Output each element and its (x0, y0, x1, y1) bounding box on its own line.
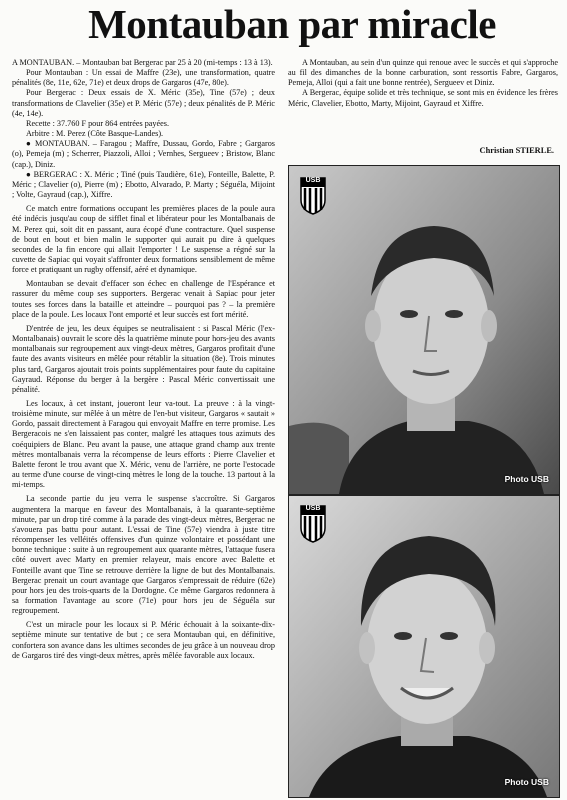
article-left-column (12, 58, 275, 661)
bergerac-lineup: ● BERGERAC : X. Méric ; Tiné (puis Taudière, 61e), Fonteille, Balette, P. Méric ; Clavelier (o), Pierre (m) ; Ebotto, Alvarado, P. Marty ; Séguéla, Mijoint ; Volte, Gayraud (cap.), Xiffre. (12, 169, 275, 200)
article-paragraph: A Bergerac, équipe solide et très technique, se sont mis en évidence les frères Méric, Clavelier, Ebotto, Marty, Mijoint, Gayraud et Xiffre. (288, 88, 558, 108)
player-photo (288, 165, 560, 495)
article-paragraph: D'entrée de jeu, les deux équipes se neutralisaient : si Pascal Méric (l'ex-Montalbanais) ouvrait le score dès la quatrième minute pour hors-jeu des avants montalbanais sur regroupement aux vingt-deux mètres, Gargaros profitait d'une faute des avants visiteurs en mêlée pour rétablir la situation (8e). Trois minutes plus tard, Gargaros ajoutait trois points supplémentaires pour faute du capitaine Gayraud. Réponse du berger à la bergère : Pascal Méric convertissait une pénalité. (12, 323, 275, 394)
article-paragraph: Montauban se devait d'effacer son échec en challenge de l'Espérance et rassurer du même coup ses supporters. Bergerac venait à Sapiac pour jeter toutes ses forces dans la bataille et atteindre – pourquoi pas ? – la première place de la poule. Les locaux l'ont emporté et leur succès est fort mérité. (12, 279, 275, 319)
crest-letters: USB (305, 177, 321, 184)
result-summary: A MONTAUBAN. – Montauban bat Bergerac par 25 à 20 (mi-temps : 13 à 13). (12, 58, 273, 67)
gate-receipts: Recette : 37.760 F pour 864 entrées payées. (26, 118, 170, 128)
article-paragraph: C'est un miracle pour les locaux si P. Méric échouait à la soixante-dix-septième minute sur tentative de but ; ce sera Montauban qui, en définitive, confortera son avance dans les ultimes secondes de jeu grâce à un nouveau drop de Gargaros tiré des vingt-deux mètres, après mêlée favorable aux locaux. (12, 620, 275, 660)
article-paragraph: Ce match entre formations occupant les premières places de la poule aura été indécis jusqu'au coup de sifflet final et libérateur pour les Montalbanais de M. Perez qui, soit dit en passant, aura écopé d'une contracture. Quel suspense de bout en bout et bien malin le supporter qui aurait pu dire à quelques secondes de la fin encore qui allait l'emporter ! Le suspense a régné sur la cuvette de Sapiac qui voyait s'affronter deux formations sensiblement de même force et pratiquant un rugby offensif, aéré et dynamique. (12, 204, 275, 275)
usb-crest-icon (299, 504, 327, 544)
bergerac-scorers: Pour Bergerac : Deux essais de X. Méric (35e), Tine (57e) ; deux transformations de Clavelier (35e) et P. Méric (57e) ; deux pénalités de P. Méric (4e, 14e). (12, 88, 275, 118)
author-signature: Christian STIERLE. (479, 146, 554, 155)
photo-credit: Photo USB (504, 777, 549, 787)
montauban-lineup: ● MONTAUBAN. – Faragou ; Maffre, Dussau, Gordo, Fabre ; Gargaros (o), Pemeja (m) ; Scherrer, Piazzoli, Alloi ; Vernhes, Sergueev ; Bristow, Blanc (cap.), Diniz. (12, 139, 275, 169)
article-paragraph: La seconde partie du jeu verra le suspense s'accroître. Si Gargaros augmentera la marque en faveur des Montalbanais, à la quarante-septième minute, par un drop tiré comme à la parade des vingt-deux mètres, Bergerac ne s'avouera pas battu pour autant. L'essai de Tine (57e) viendra à juste titre récompenser les velléités offensives d'un quinze volontaire et possédant une bonne technique : suite à un regroupement aux quarante mètres, l'attaque fusera côté ouvert avec Marty en premier relayeur, mais encore avec Balette et Fonteille avant que Tine se retrouve derrière la ligne de but des Montalbanais. Bergerac prenait un court avantage que Gargaros s'empressait de réduire (62e) pour hors jeu des trois-quarts de la Dordogne. Ce même Gargaros redonnera à sa formation l'avantage au score (71e) pour hors jeu de Séguéla sur regroupement. (12, 494, 275, 616)
player-photo (288, 495, 560, 798)
montauban-scorers: Pour Montauban : Un essai de Maffre (23e), une transformation, quatre pénalités (8e, 11e, 62e, 71e) et deux drops de Gargaros (47e, 80e). (12, 68, 275, 88)
crest-letters: USB (305, 505, 321, 512)
usb-crest-icon (299, 176, 327, 216)
player-portrait-image (289, 496, 559, 797)
article-right-column (288, 58, 558, 109)
headline: Montauban par miracle (88, 1, 496, 47)
article-paragraph: A Montauban, au sein d'un quinze qui renoue avec le succès et qui s'approche au fil des dimanches de la bonne carburation, sont ressortis Fabre, Gargaros, Pemeja, Alloi (qui a fait une bonne rentrée), Sergueev et Diniz. (288, 58, 558, 88)
player-portrait-image (289, 166, 559, 494)
referee: Arbitre : M. Perez (Côte Basque-Landes). (26, 129, 164, 139)
photo-credit: Photo USB (504, 474, 549, 484)
article-paragraph: Les locaux, à cet instant, joueront leur va-tout. La preuve : à la vingt-troisième minute, sur mêlée à un mètre de l'en-but visiteur, Gargaros « sautait » Gordo, passait directement à Faragou qui envoyait Maffre en terre promise. Les Bergeracois ne s'en laissaient pas conter, malgré les attaques tous azimuts des coéquipiers de Blanc. Peu avant la pause, une attaque grand champ aux trente mètres montalbanais verra la récompense de leurs efforts : Pierre Clavelier et Balette feront le trou avant que X. Méric, venu de l'arrière, ne porte l'estocade au terme d'une course de vingt-cinq mètres le long de la touche. 13 partout à la mi-temps. (12, 399, 275, 490)
